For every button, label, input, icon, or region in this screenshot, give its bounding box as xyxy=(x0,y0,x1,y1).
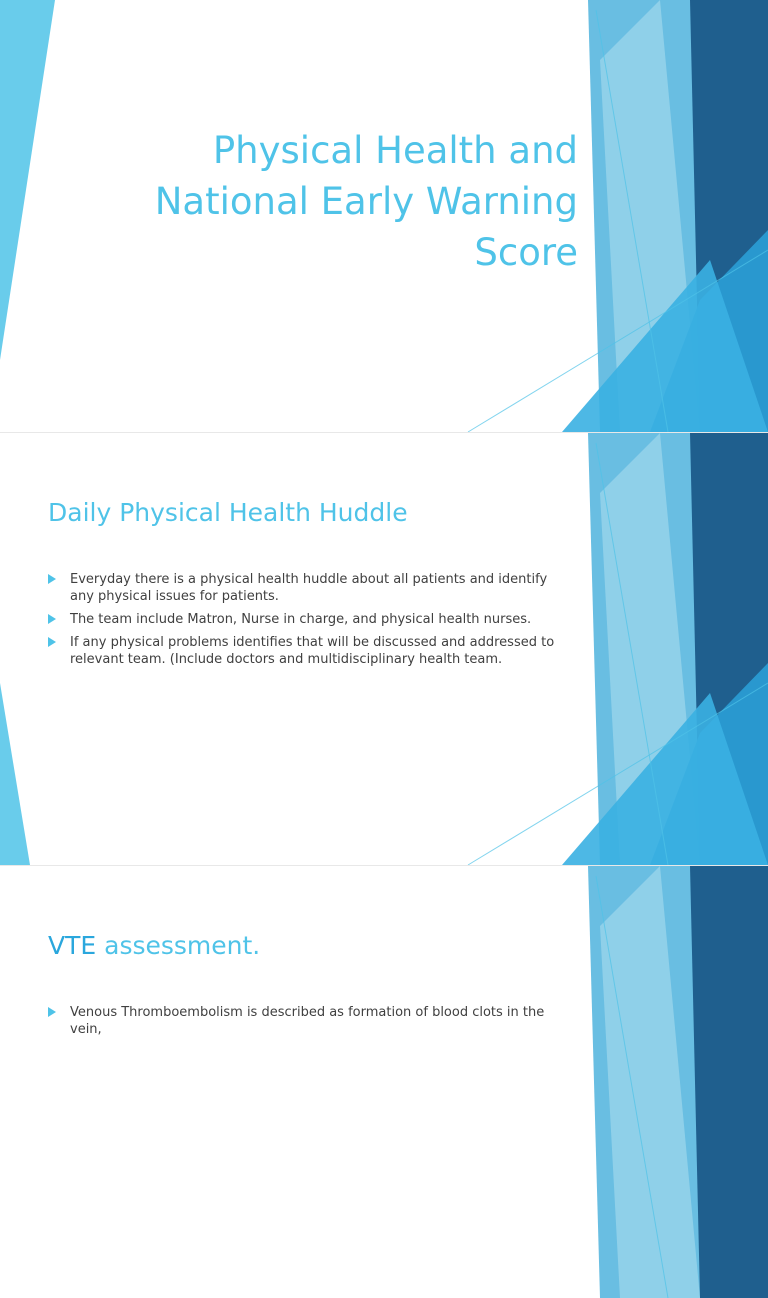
bullet-item xyxy=(48,571,568,605)
slide-huddle xyxy=(0,433,768,865)
heading-rest: assessment. xyxy=(96,930,261,960)
bullet-arrow-icon xyxy=(48,637,56,647)
bullet-text: Venous Thromboembolism is described as formation of blood clots in the vein, xyxy=(70,1005,545,1037)
title-line-1: Physical Health and xyxy=(212,128,578,172)
title-line-3: Score xyxy=(474,230,578,274)
bullet-list xyxy=(48,571,568,674)
slide-heading xyxy=(48,931,260,960)
slide-vte xyxy=(0,866,768,1037)
bullet-item xyxy=(48,611,568,628)
bullet-item xyxy=(48,1004,568,1038)
bullet-arrow-icon xyxy=(48,574,56,584)
right-dark-band xyxy=(690,866,768,1298)
title-line-2: National Early Warning xyxy=(154,179,578,223)
bullet-text: Everyday there is a physical health huddle about all patients and identify any physical issues for patients. xyxy=(70,572,548,604)
bullet-item xyxy=(48,634,568,668)
bullet-text: If any physical problems identifies that will be discussed and addressed to relevant team. (Include doctors and multidisciplinary health team. xyxy=(70,635,555,667)
heading-vte: VTE xyxy=(48,930,97,960)
left-accent-shape xyxy=(0,683,30,865)
bullet-list xyxy=(48,1004,568,1044)
bullet-text: The team include Matron, Nurse in charge, and physical health nurses. xyxy=(70,612,532,627)
presentation-title xyxy=(58,125,578,278)
bullet-arrow-icon xyxy=(48,1007,56,1017)
slide-title xyxy=(0,0,768,432)
slide-heading: Daily Physical Health Huddle xyxy=(48,497,408,527)
left-accent-shape xyxy=(0,0,55,360)
bullet-arrow-icon xyxy=(48,614,56,624)
